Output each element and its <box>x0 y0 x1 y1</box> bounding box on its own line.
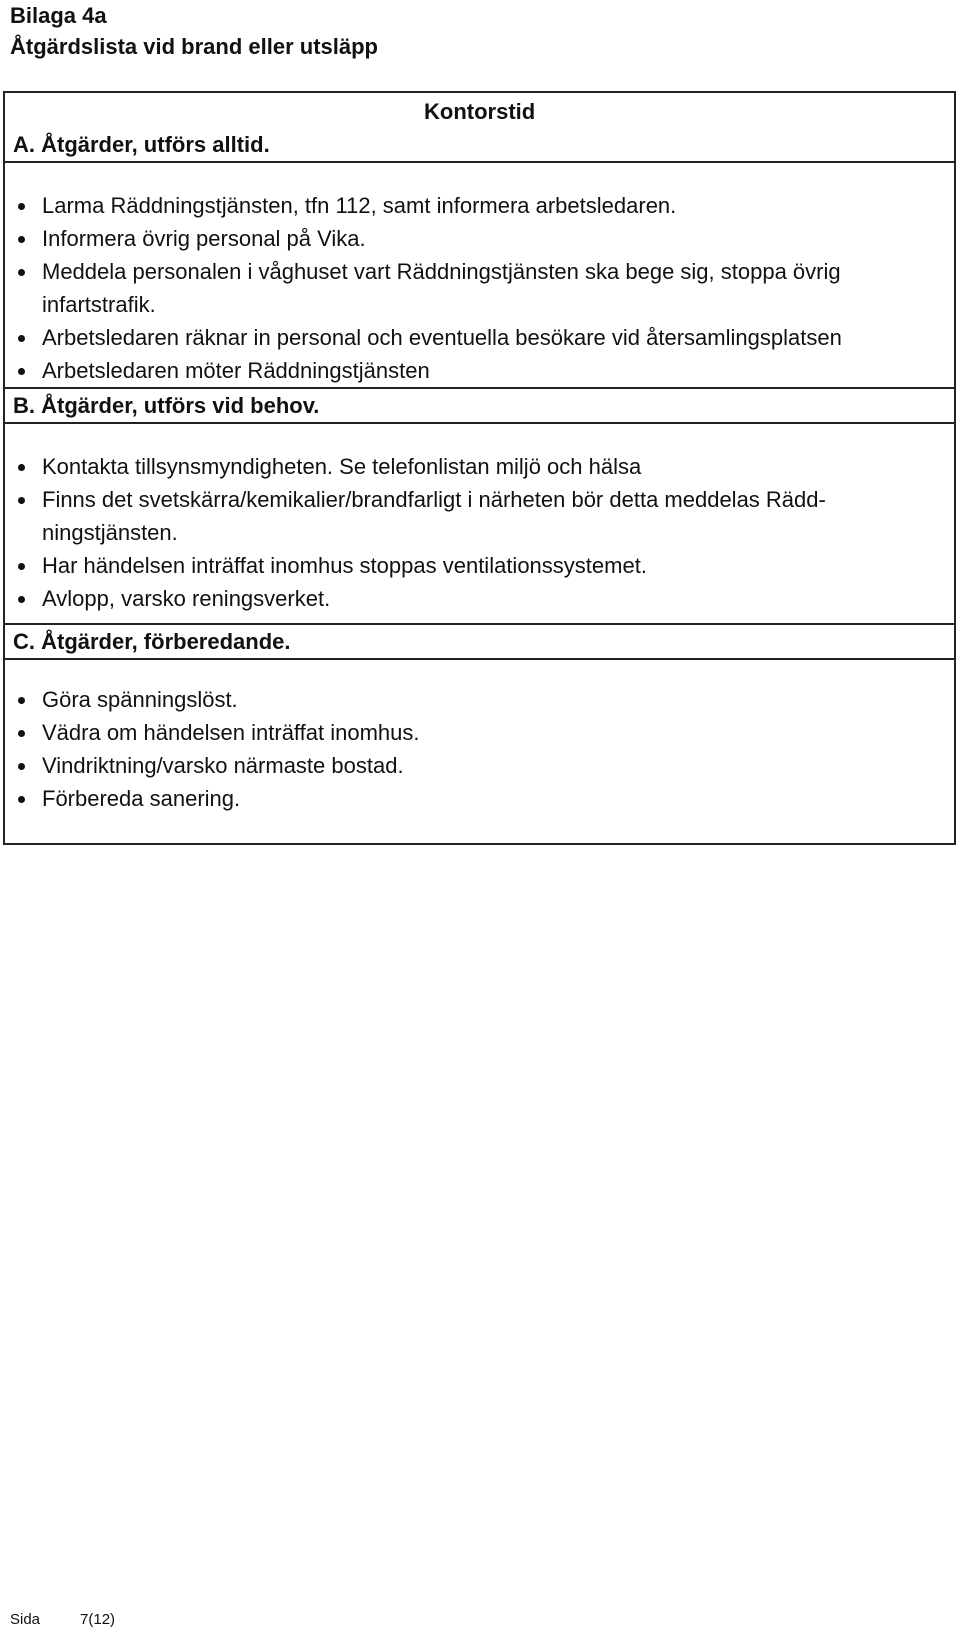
bullet-icon <box>18 596 25 603</box>
appendix-label: Bilaga 4a <box>10 3 107 28</box>
list-item-continuation: ningstjänsten. <box>42 520 178 545</box>
list-item: Informera övrig personal på Vika. <box>5 222 954 255</box>
bullet-icon <box>18 335 25 342</box>
document-header <box>10 0 378 62</box>
list-item: Meddela personalen i våghuset vart Räddningstjänsten ska bege sig, stoppa övrig <box>5 255 954 288</box>
list-item: Larma Räddningstjänsten, tfn 112, samt informera arbetsledaren. <box>5 189 954 222</box>
action-list-box <box>3 91 956 845</box>
bullet-icon <box>18 730 25 737</box>
list-item-continuation: infartstrafik. <box>42 292 156 317</box>
section-c-heading: C. Åtgärder, förberedande. <box>5 623 954 660</box>
bullet-icon <box>18 796 25 803</box>
bullet-icon <box>18 368 25 375</box>
section-a-heading: A. Åtgärder, utförs alltid. <box>5 128 954 163</box>
page-footer <box>10 1610 115 1630</box>
bullet-icon <box>18 236 25 243</box>
section-b-list <box>5 450 954 615</box>
list-item: Vindriktning/varsko närmaste bostad. <box>5 749 954 782</box>
bullet-icon <box>18 497 25 504</box>
page-number: 7(12) <box>80 1611 116 1628</box>
list-item: Arbetsledaren räknar in personal och eventuella besökare vid återsamlingsplatsen <box>5 321 954 354</box>
list-item: Förbereda sanering. <box>5 782 954 815</box>
section-c-list <box>5 683 954 815</box>
list-item: Finns det svetskärra/kemikalier/brandfarligt i närheten bör detta meddelas Rädd- <box>5 483 954 516</box>
list-item: Göra spänningslöst. <box>5 683 954 716</box>
bullet-icon <box>18 563 25 570</box>
list-item: Avlopp, varsko reningsverket. <box>5 582 954 615</box>
bullet-icon <box>18 697 25 704</box>
list-item: Vädra om händelsen inträffat inomhus. <box>5 716 954 749</box>
bullet-icon <box>18 763 25 770</box>
page-title: Åtgärdslista vid brand eller utsläpp <box>10 34 378 59</box>
list-item: Har händelsen inträffat inomhus stoppas ventilationssystemet. <box>5 549 954 582</box>
box-title: Kontorstid <box>424 99 536 124</box>
bullet-icon <box>18 203 25 210</box>
section-b-heading: B. Åtgärder, utförs vid behov. <box>5 387 954 424</box>
list-item: Arbetsledaren möter Räddningstjänsten <box>5 354 954 387</box>
section-a-list <box>5 189 954 387</box>
list-item: Kontakta tillsynsmyndigheten. Se telefonlistan miljö och hälsa <box>5 450 954 483</box>
bullet-icon <box>18 269 25 276</box>
bullet-icon <box>18 464 25 471</box>
footer-label: Sida <box>10 1611 41 1628</box>
